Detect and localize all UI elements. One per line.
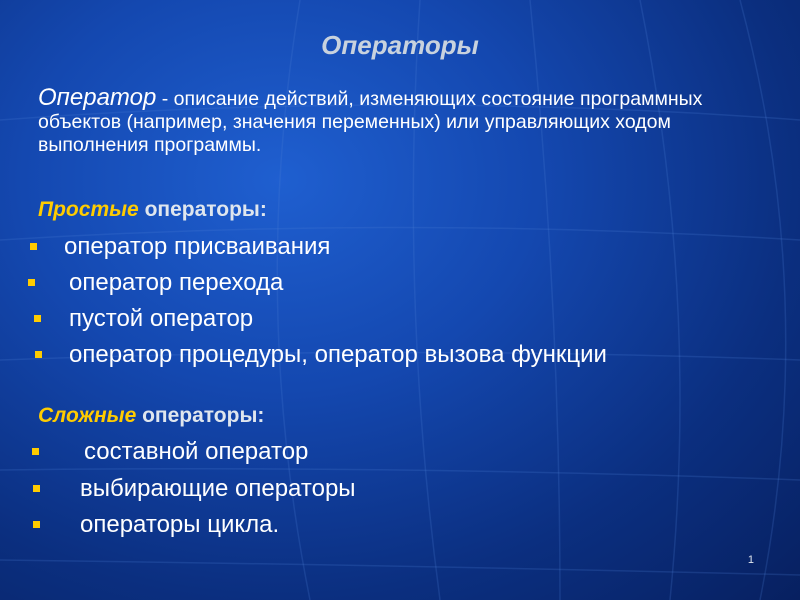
list-item bbox=[84, 437, 308, 467]
list-item bbox=[69, 304, 253, 334]
complex-heading-rest: операторы: bbox=[136, 404, 265, 427]
bullet-marker-icon bbox=[30, 243, 37, 250]
bullet-marker-icon bbox=[34, 315, 41, 322]
bullet-marker-icon bbox=[32, 448, 39, 455]
list-item-text: оператор присваивания bbox=[64, 233, 331, 260]
list-item bbox=[80, 510, 279, 540]
simple-operators-heading bbox=[38, 198, 267, 222]
bullet-marker-icon bbox=[35, 351, 42, 358]
list-item-text: пустой оператор bbox=[69, 305, 254, 332]
list-item-text: выбирающие операторы bbox=[80, 475, 356, 502]
bullet-marker-icon bbox=[33, 521, 40, 528]
list-item-text: операторы цикла. bbox=[80, 511, 280, 538]
list-item-text: составной оператор bbox=[84, 438, 309, 465]
list-item bbox=[64, 232, 330, 262]
definition-paragraph bbox=[38, 86, 738, 157]
bullet-marker-icon bbox=[33, 485, 40, 492]
bullet-marker-icon bbox=[28, 279, 35, 286]
definition-term: Оператор bbox=[38, 84, 157, 111]
list-item bbox=[80, 474, 356, 504]
list-item bbox=[38, 340, 738, 370]
definition-text: - описание действий, изменяющих состояние программных объектов (например, значения переменных) или управляющих ходом выполнения программы. bbox=[38, 88, 703, 156]
slide-title: Операторы bbox=[321, 30, 479, 60]
list-item-text: оператор процедуры, оператор вызова функции bbox=[69, 341, 607, 368]
simple-heading-lead: Простые bbox=[38, 198, 139, 221]
slide-number: 1 bbox=[747, 554, 754, 566]
list-item-text: оператор перехода bbox=[69, 269, 284, 296]
simple-heading-rest: операторы: bbox=[138, 198, 267, 221]
complex-operators-heading bbox=[38, 404, 264, 428]
list-item bbox=[69, 268, 283, 298]
complex-heading-lead: Сложные bbox=[38, 404, 137, 427]
